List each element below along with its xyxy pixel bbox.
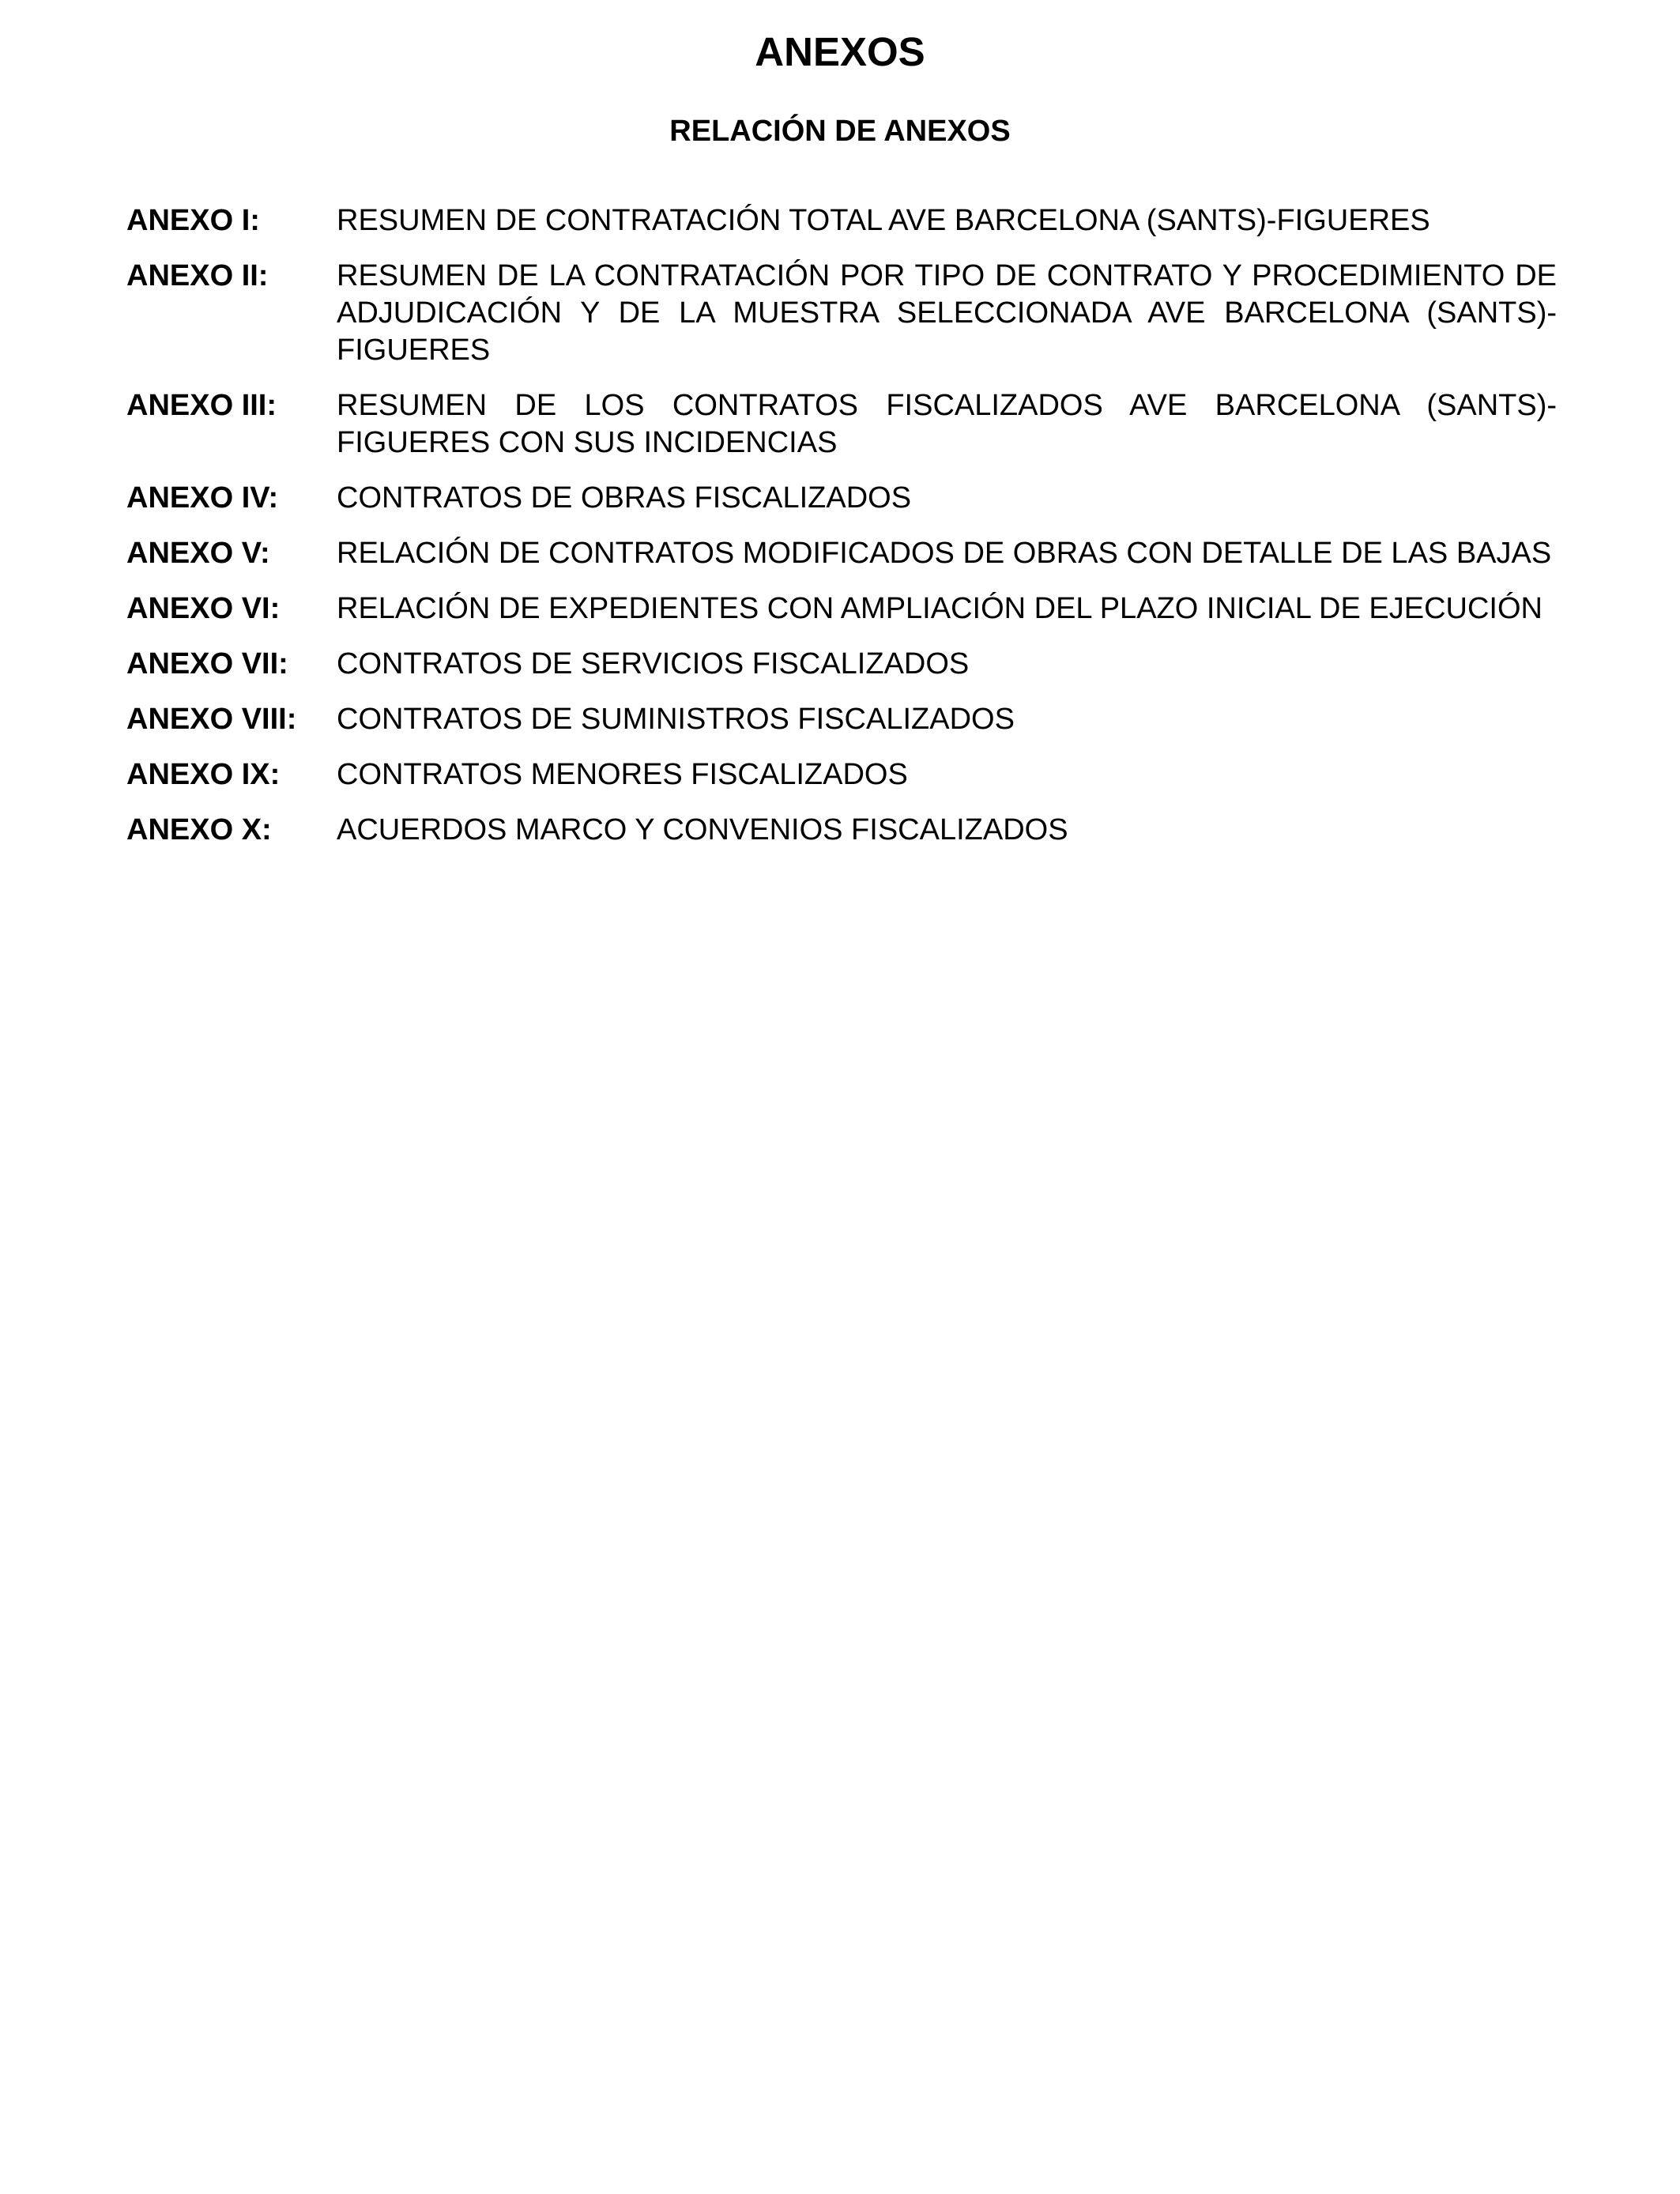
annex-label: ANEXO X: (126, 813, 272, 846)
annex-list (126, 202, 1557, 867)
annex-item (126, 202, 1557, 239)
annex-description: ACUERDOS MARCO Y CONVENIOS FISCALIZADOS (337, 813, 1068, 846)
annex-label: ANEXO I: (126, 204, 260, 237)
annex-item (126, 387, 1557, 462)
annex-item (126, 535, 1557, 572)
annex-item (126, 812, 1557, 849)
annex-description: CONTRATOS DE SERVICIOS FISCALIZADOS (337, 647, 970, 680)
annex-item (126, 258, 1557, 369)
annex-item (126, 701, 1557, 738)
annex-description: CONTRATOS MENORES FISCALIZADOS (337, 758, 908, 791)
page-subtitle: RELACIÓN DE ANEXOS (669, 115, 1011, 148)
annex-description: RESUMEN DE LA CONTRATACIÓN POR TIPO DE CONTRATO Y PROCEDIMIENTO DE ADJUDICACIÓN Y DE LA MUESTRA SELECCIONADA AVE BARCELONA (SANTS)-FIGUERES (337, 259, 1557, 367)
annex-description: CONTRATOS DE SUMINISTROS FISCALIZADOS (337, 703, 1015, 736)
annex-label: ANEXO IX: (126, 758, 281, 791)
annex-label: ANEXO V: (126, 537, 270, 570)
annex-description: RELACIÓN DE EXPEDIENTES CON AMPLIACIÓN DEL PLAZO INICIAL DE EJECUCIÓN (337, 592, 1543, 625)
annex-description: RESUMEN DE CONTRATACIÓN TOTAL AVE BARCELONA (SANTS)-FIGUERES (337, 204, 1430, 237)
annex-label: ANEXO III: (126, 389, 277, 422)
annex-label: ANEXO VII: (126, 647, 288, 680)
annex-label: ANEXO VIII: (126, 703, 297, 736)
annex-description: RELACIÓN DE CONTRATOS MODIFICADOS DE OBRAS CON DETALLE DE LAS BAJAS (337, 537, 1552, 570)
annex-description: RESUMEN DE LOS CONTRATOS FISCALIZADOS AVE BARCELONA (SANTS)-FIGUERES CON SUS INCIDENCIAS (337, 389, 1557, 459)
annex-item (126, 480, 1557, 517)
annex-description: CONTRATOS DE OBRAS FISCALIZADOS (337, 481, 912, 515)
annex-label: ANEXO VI: (126, 592, 281, 625)
annex-item (126, 756, 1557, 794)
annex-label: ANEXO II: (126, 259, 269, 292)
page-title: ANEXOS (755, 29, 925, 74)
annex-item (126, 590, 1557, 628)
annex-item (126, 646, 1557, 683)
annex-label: ANEXO IV: (126, 481, 279, 515)
